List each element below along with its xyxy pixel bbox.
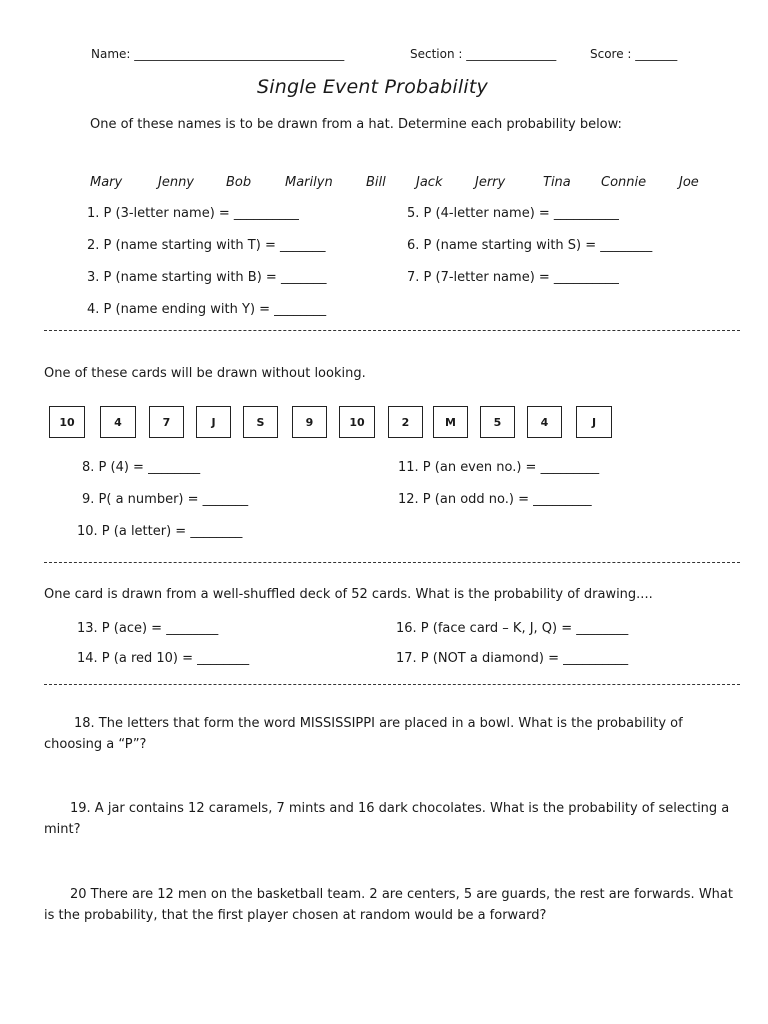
name-item: Jerry	[475, 175, 506, 190]
question-12: 12. P (an odd no.) = _________	[398, 492, 592, 507]
section-field-label: Section : _______________	[410, 47, 557, 61]
name-item: Jack	[416, 175, 443, 190]
card: 4	[527, 406, 562, 438]
question-19: 19. A jar contains 12 caramels, 7 mints and 16 dark chocolates. What is the probability of selecting a mint?	[44, 801, 730, 837]
name-item: Mary	[90, 175, 123, 190]
card: 10	[339, 406, 375, 438]
question-13: 13. P (ace) = ________	[77, 621, 219, 636]
section-divider	[44, 330, 740, 331]
page-title: Single Event Probability	[257, 76, 488, 98]
card: 5	[480, 406, 515, 438]
question-4: 4. P (name ending with Y) = ________	[87, 302, 327, 317]
name-field-label: Name: ___________________________________	[91, 47, 345, 61]
name-item: Tina	[543, 175, 571, 190]
card: 2	[388, 406, 423, 438]
card: J	[576, 406, 612, 438]
name-item: Bob	[226, 175, 252, 190]
question-1: 1. P (3-letter name) = __________	[87, 206, 299, 221]
question-9: 9. P( a number) = _______	[82, 492, 249, 507]
card: 10	[49, 406, 85, 438]
cards-instruction: One of these cards will be drawn without looking.	[44, 366, 366, 381]
question-2: 2. P (name starting with T) = _______	[87, 238, 326, 253]
question-3: 3. P (name starting with B) = _______	[87, 270, 327, 285]
card: M	[433, 406, 468, 438]
name-item: Jenny	[158, 175, 195, 190]
card: 7	[149, 406, 184, 438]
card: J	[196, 406, 231, 438]
question-16: 16. P (face card – K, J, Q) = ________	[396, 621, 629, 636]
card: S	[243, 406, 278, 438]
question-10: 10. P (a letter) = ________	[77, 524, 243, 539]
score-field-label: Score : _______	[590, 47, 678, 61]
card: 9	[292, 406, 327, 438]
question-18: 18. The letters that form the word MISSISSIPPI are placed in a bowl. What is the probability of choosing a “P”?	[44, 716, 683, 752]
question-8: 8. P (4) = ________	[82, 460, 201, 475]
name-item: Marilyn	[285, 175, 333, 190]
question-7: 7. P (7-letter name) = __________	[407, 270, 619, 285]
question-20: 20 There are 12 men on the basketball team. 2 are centers, 5 are guards, the rest are forwards. What is the probability, that the first player chosen at random would be a forward?	[44, 887, 733, 923]
question-17: 17. P (NOT a diamond) = __________	[396, 651, 629, 666]
question-6: 6. P (name starting with S) = ________	[407, 238, 653, 253]
card: 4	[100, 406, 136, 438]
question-14: 14. P (a red 10) = ________	[77, 651, 250, 666]
name-item: Connie	[601, 175, 647, 190]
name-item: Bill	[366, 175, 386, 190]
section-divider	[44, 684, 740, 685]
names-instruction: One of these names is to be drawn from a hat. Determine each probability below:	[90, 117, 622, 132]
question-11: 11. P (an even no.) = _________	[398, 460, 600, 475]
question-5: 5. P (4-letter name) = __________	[407, 206, 619, 221]
name-item: Joe	[679, 175, 699, 190]
section-divider	[44, 562, 740, 563]
deck-instruction: One card is drawn from a well-shuffled deck of 52 cards. What is the probability of drawing....	[44, 587, 653, 602]
